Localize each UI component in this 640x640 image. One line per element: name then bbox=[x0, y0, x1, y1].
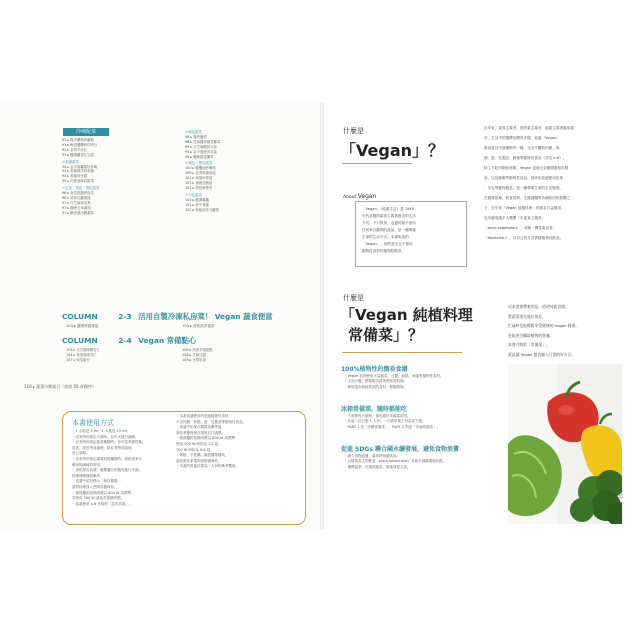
usage-note: ・食譜中的保存期限為參考值， bbox=[176, 425, 225, 430]
list-item: 102 ▸ 和風涼拌白蘿蔔 bbox=[185, 207, 220, 212]
bullet-item: ・減少食物浪費，讓食材物盡其用。 bbox=[344, 454, 400, 458]
column-2-4-list-right bbox=[182, 348, 213, 363]
bullet-item: ・比起一次只做 1 人份，一次做好幾天份量更方便。 bbox=[344, 419, 426, 424]
about-label bbox=[343, 193, 376, 200]
usage-note: 請將料理放入密閉容器保存。 bbox=[72, 484, 118, 489]
intro-line: 多，生活中的選擇也變得多樣。純素（Vegan） bbox=[484, 136, 560, 140]
section-2-heading: 冰箱常備菜，隨時都能吃 bbox=[341, 406, 408, 413]
column-2-3-title bbox=[62, 311, 273, 322]
usage-note: ・烤箱、平底鍋、微波爐等器具， bbox=[176, 453, 229, 458]
list-item: 101 ▸ 和風炒香菇 bbox=[185, 176, 213, 181]
usage-note: 若使用 500 W 請延長加熱時間。 bbox=[72, 496, 124, 501]
bullet-item: ・使用超市就能買到的食材，輕鬆開始。 bbox=[344, 384, 407, 389]
usage-note: 700 W 時約為 0.8 倍。 bbox=[176, 447, 214, 452]
vegetables-illustration bbox=[508, 364, 622, 524]
intro-line: 在健康管理、飲食控制、生態議題等各種原因的影響之 bbox=[484, 196, 571, 200]
usage-title: 本書使用方式 bbox=[72, 419, 114, 427]
question-2-description bbox=[508, 302, 579, 360]
usage-note: ・1 小匙是 5 ml、1 大匙是 15 ml。 bbox=[72, 429, 131, 433]
category-label: ＊乾燥蔬菜 bbox=[62, 159, 79, 164]
intro-text bbox=[484, 123, 574, 243]
list-item: 92 ▸ 義式蘑菇炒蘑菇 bbox=[62, 138, 94, 142]
usage-note: ・沒有特別指定火候時，以中火進行調理。 bbox=[72, 434, 139, 439]
page-number-left: 110 ▸ 蔬菜分類索引（依照 50 音順序） bbox=[24, 384, 96, 389]
bullet-item: ・PART 1 是「冷藏常備菜」，PART 2 則是「冷凍常備菜」。 bbox=[344, 424, 441, 429]
toc-column-2 bbox=[185, 128, 220, 213]
column-2-4-list-left bbox=[66, 348, 100, 363]
toc-column-1 bbox=[62, 138, 99, 216]
list-item: 94 ▸ 金平風蘿蔔炒彩椒 bbox=[62, 164, 98, 169]
section-3-bullets bbox=[344, 454, 446, 470]
description-line: 將蔬菜事先做好保存， bbox=[508, 313, 546, 319]
intro-line: 下，近年來「Vegan 純植料理」的需求日益增加， bbox=[484, 206, 565, 210]
section-3-heading: 促進 SDGs 聯合國永續發展，避免食物浪費 bbox=[341, 446, 459, 453]
list-item: 97 ▸ 白芝麻南瓜煮 bbox=[62, 200, 91, 205]
category-label: ＊白色蔬菜 bbox=[185, 192, 202, 197]
list-item: 108 ▸ 芝麻豆腐 bbox=[182, 352, 206, 357]
usage-note: ・請依照各食譜，選擇適合的器具進行烹調， bbox=[72, 468, 142, 473]
question-2-prefix: 什麼是 bbox=[343, 294, 364, 302]
intro-line: 除了不吃肉類和魚類，Vegan 也會完全避開蛋和乳製 bbox=[484, 166, 569, 170]
column-label: COLUMN bbox=[62, 312, 98, 321]
usage-note: ・本書的營養計算為一人份的參考數值。 bbox=[176, 464, 239, 469]
usage-note: 慣用的調味料即可。 bbox=[72, 462, 104, 467]
about-line: 年代英國的素食主義者提出的生活 bbox=[362, 214, 416, 218]
list-item: 98 ▸ 醬煮蘆筍 bbox=[185, 134, 207, 139]
intro-line: 品，以及蜂蜜等動物性食品；同時也拒絕使用皮革 bbox=[484, 176, 564, 180]
question-1-heading: 「Vegan」？ bbox=[340, 141, 445, 160]
about-line: 方式。不只飲食，也盡可能不使用 bbox=[362, 221, 416, 225]
usage-note: 使用 500 W 時約為 1.2 倍、 bbox=[176, 441, 222, 446]
usage-note: 請依季節與保存環境自行調整。 bbox=[176, 430, 225, 435]
list-item: 104 ▸ 日式風味燉杏仁 bbox=[66, 348, 101, 352]
list-item: 99 ▸ 鹽味綠花椰菜 bbox=[185, 154, 214, 159]
usage-note: ・本書食譜使用的是純植物性食材， bbox=[176, 414, 232, 418]
list-item: 101 ▸ 清炒海帶芽 bbox=[185, 185, 213, 190]
list-item: 100 ▸ 橄欖油炒舞菇 bbox=[185, 166, 216, 171]
about-line: 動物性食材的植物性飲食。 bbox=[362, 249, 406, 253]
category-label: ＊褐色・黑色蔬菜 bbox=[185, 161, 213, 166]
list-item: 96 ▸ 涼拌紅蘿蔔絲 bbox=[62, 195, 91, 200]
description-line: 這本書要帶來的是一道道純素食譜。 bbox=[508, 304, 569, 309]
list-item: 103 ▸ 香煎蔬菜便當 bbox=[182, 324, 215, 328]
about-text bbox=[362, 206, 416, 255]
category-label: ＊紅色・黃色・橙色蔬菜 bbox=[62, 186, 100, 191]
list-item: 97 ▸ 嫩煮漬冰糖蕃茄 bbox=[62, 210, 94, 215]
list-item: 100 ▸ 蒜香炒鴻喜菇 bbox=[185, 171, 216, 176]
list-item: 107 ▸ 南瓜蜜豆 bbox=[66, 357, 90, 362]
list-item: 108 ▸ 蒸煮芋頭甜點 bbox=[182, 348, 213, 352]
page-number-right: 007 bbox=[617, 490, 622, 499]
divider bbox=[342, 163, 412, 164]
column-heading: Vegan 常備點心 bbox=[138, 336, 197, 345]
toc-header: 冷凍配菜 bbox=[63, 128, 109, 136]
list-item: 102 ▸ 炒牛蒡絲 bbox=[185, 202, 209, 207]
usage-note: ・微波爐的加熱時間以 600 W 為標準， bbox=[176, 436, 239, 441]
description-line: 就是讓 Vegan 飲食融入日常的好方法。 bbox=[508, 351, 576, 357]
bullet-item: ・不需要每天做飯，事先做好常備菜即可。 bbox=[344, 414, 411, 418]
list-item: 99 ▸ 白芝麻醋拌豆苗 bbox=[185, 144, 217, 149]
description-line: 更能充分攝取植物的營養。 bbox=[508, 332, 554, 338]
usage-note: 不含肉類、魚類、蛋、乳製品等動物性食品。 bbox=[176, 419, 246, 424]
intro-line: （semi-vegetarian）、或稱「彈性素食者」 bbox=[484, 226, 557, 230]
about-line: 生命的生活方式。本書所說的 bbox=[362, 235, 409, 239]
description-line: 忙碌時也能輕鬆享受健康的 Vegan 料理， bbox=[508, 323, 580, 329]
list-item: 94 ▸ 和風炒豆腐 bbox=[62, 174, 88, 179]
list-item: 96 ▸ 南瓜泥醬烤南瓜 bbox=[62, 191, 94, 196]
section-1-heading: 100%植物性的簡易食譜 bbox=[341, 366, 408, 373]
usage-note: 皆已省略。 bbox=[72, 451, 90, 456]
list-item: 98 ▸ 芝麻醬拌綠花椰菜 bbox=[185, 139, 221, 144]
list-item: 109 ▸ 豆漿奶凍 bbox=[182, 357, 206, 362]
usage-note: ・沒有特別指定蔬菜種類時，亦可依季節替換。 bbox=[72, 440, 146, 445]
usage-note: ・高湯使用 p.8 介紹的「昆布高湯」。 bbox=[72, 501, 133, 506]
intro-line: 、羊毛等動物製品，是一種尊重生命的生活態度。 bbox=[484, 186, 564, 190]
intro-line: 類、蛋、乳製品、蜂蜜等動物性食品（詳見 p.6）。 bbox=[484, 156, 567, 160]
bullet-item: ・選擇當季、在地的蔬菜，對地球更友善。 bbox=[344, 464, 411, 469]
usage-notes-right bbox=[176, 414, 246, 470]
list-item: 94 ▸ 青椒佛手炒彩椒 bbox=[62, 169, 94, 174]
column-heading: 活用自製冷凍私房菜！ Vegan 蔬食便當 bbox=[138, 312, 273, 321]
list-item: 92 ▸ 金黃芋沙拉 bbox=[62, 147, 88, 152]
column-number: 2-3 bbox=[118, 312, 132, 321]
section-2-bullets bbox=[344, 414, 440, 430]
list-item: 92 ▸ 梅香醬攤炒四季豆 bbox=[62, 142, 98, 147]
bullet-item: ・以植物為主的飲食（plant-based diet）有助於減緩環境負擔。 bbox=[344, 459, 447, 464]
description-line: 本書介紹的「常備菜」， bbox=[508, 342, 550, 348]
about-prefix: About bbox=[343, 195, 357, 200]
usage-note: ・沒有特別指定調味料的種類時，請使用家中 bbox=[72, 456, 142, 461]
usage-note: 料理時間僅供參考。 bbox=[72, 473, 104, 478]
intro-line: （flexitarian），以自己的方式實踐植物性飲食。 bbox=[484, 236, 564, 240]
question-2-heading-line1: 「Vegan 純植料理 bbox=[340, 306, 473, 324]
intro-line: 近年來，素食主義者、蛋奶素主義者、純素主義者越來越 bbox=[484, 126, 574, 130]
intro-line: 飲食是其中最嚴格的一種，完全不攝取肉類、魚 bbox=[484, 146, 560, 150]
usage-note: 請依照各家電的說明書操作。 bbox=[176, 458, 222, 463]
usage-note: ・食譜中若有標示「保存期限」， bbox=[72, 479, 125, 484]
intro-line: 也有越來越多人選擇「半素食主義者」 bbox=[484, 216, 546, 220]
about-line: 「Vegan」（純素生活）是 1940 bbox=[362, 207, 414, 211]
book-gutter bbox=[320, 102, 324, 530]
section-1-bullets bbox=[344, 374, 443, 390]
question-1-prefix: 什麼是 bbox=[343, 127, 364, 135]
about-line: 「Vegan」，指的是完全不使用 bbox=[362, 242, 413, 246]
bullet-item: ・Vegan 料理使用大量蔬菜、豆類、菇類、海藻等植物性食材。 bbox=[344, 374, 444, 378]
column-2-4-title bbox=[62, 335, 196, 346]
list-item: 95 ▸ 印度風味拌蔬菜 bbox=[62, 179, 94, 184]
list-item: 93 ▸ 醬燒蘿蔔紅豆腐 bbox=[62, 152, 94, 157]
column-label: COLUMN bbox=[62, 336, 98, 345]
about-line: 任何來自動物的產品，是一種尊重 bbox=[362, 228, 416, 232]
about-word: Vegan bbox=[357, 193, 377, 200]
question-2-heading-line2: 常備菜」？ bbox=[348, 326, 424, 344]
list-item: 97 ▸ 咖哩玉米番茄 bbox=[62, 205, 91, 210]
category-label: ＊綠色蔬菜 bbox=[185, 130, 202, 134]
list-item: 104 ▸ 抹茶風味杏仁 bbox=[66, 352, 97, 357]
usage-note: 清洗、削皮等前處理，除非有特別說明， bbox=[72, 445, 135, 450]
list-item: 101 ▸ 薑燒杏鮑菇 bbox=[185, 181, 213, 186]
column-number: 2-4 bbox=[118, 336, 132, 345]
divider bbox=[342, 352, 462, 353]
usage-notes-left bbox=[72, 429, 146, 507]
usage-note: ・微波爐的加熱時間以 600 W 為標準， bbox=[72, 490, 135, 495]
list-item: 99 ▸ 金平風炒青花菜 bbox=[185, 149, 217, 154]
bullet-item: ・少油少鹽，輕鬆做出清爽美味的料理。 bbox=[344, 379, 407, 384]
list-item: 103 ▸ 醬燒時蔬便當 bbox=[66, 324, 99, 328]
vegetables-photo bbox=[508, 364, 622, 524]
list-item: 102 ▸ 醋漬蓮藕 bbox=[185, 197, 209, 202]
